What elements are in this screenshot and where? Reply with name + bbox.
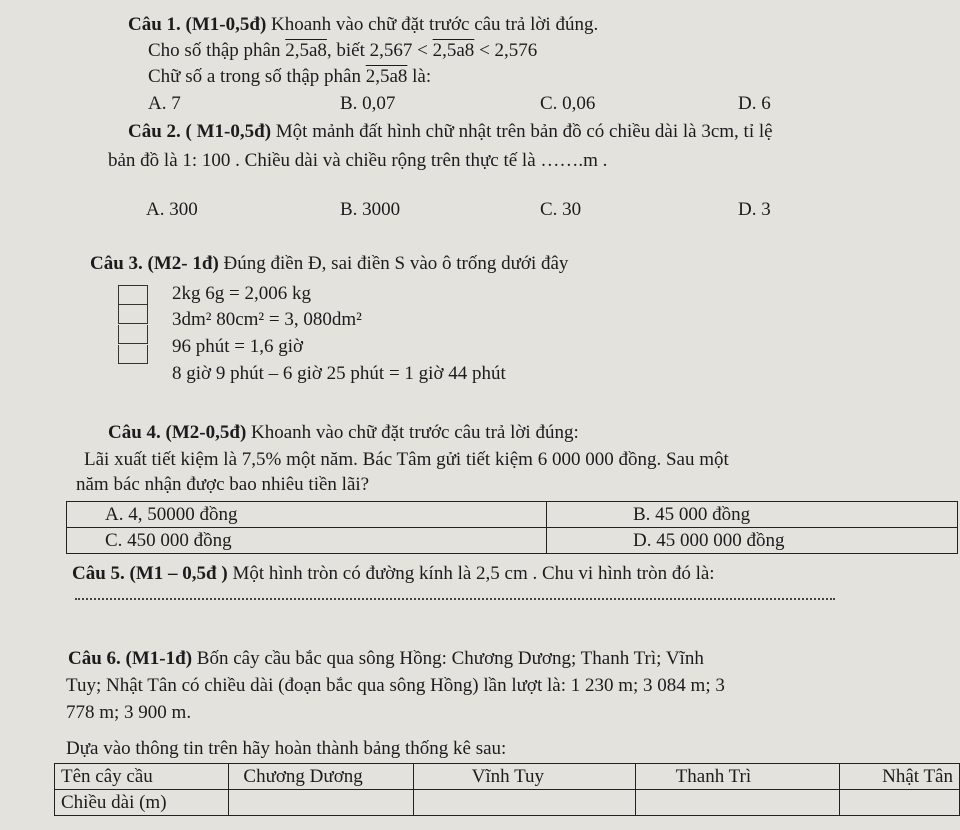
q6-line3: 778 m; 3 900 m. (66, 702, 192, 723)
q3-instruction: Đúng điền Đ, sai điền S vào ô trống dưới đây (218, 253, 569, 274)
q3-answer-box-3[interactable] (118, 325, 148, 344)
q6-instruction: Bốn cây cầu bắc qua sông Hồng: Chương Dương; Thanh Trì; Vĩnh (192, 648, 704, 669)
q6-cell-chuong-duong[interactable] (229, 790, 413, 816)
q1-line2-e: < 2,576 (474, 40, 538, 61)
q3-heading (90, 253, 568, 275)
q3-answer-box-4[interactable] (118, 345, 148, 364)
q1-title: Câu 1. (M1-0,5đ) (128, 14, 267, 35)
q3-answer-box-2[interactable] (118, 305, 148, 324)
q6-line4: Dựa vào thông tin trên hãy hoàn thành bảng thống kê sau: (66, 738, 507, 759)
q4-option-a[interactable]: A. 4, 50000 đồng (67, 502, 547, 528)
q1-instruction: Khoanh vào chữ đặt trước câu trả lời đúng. (266, 14, 599, 35)
q1-heading (128, 14, 598, 36)
q2-option-c[interactable]: C. 30 (540, 199, 582, 220)
q2-line2: bản đồ là 1: 100 . Chiều dài và chiều rộng trên thực tế là …….m . (108, 150, 608, 171)
q1-line3-a: Chữ số a trong số thập phân (148, 66, 366, 87)
q2-heading (128, 121, 773, 143)
q4-line3: năm bác nhận được bao nhiêu tiền lãi? (76, 474, 370, 495)
q6-header-nhat-tan: Nhật Tân (840, 764, 960, 790)
q4-options-row-1 (67, 502, 958, 528)
q4-options-row-2 (67, 528, 958, 554)
q4-option-c[interactable]: C. 450 000 đồng (67, 528, 547, 554)
q4-heading (108, 422, 579, 444)
q1-decimal-1: 2,5a8 (285, 40, 327, 61)
q1-line3-c: là: (407, 66, 432, 87)
q1-option-c[interactable]: C. 0,06 (540, 93, 596, 114)
q4-options-table (66, 501, 958, 554)
q2-option-b[interactable]: B. 3000 (340, 199, 401, 220)
q6-cell-nhat-tan[interactable] (840, 790, 960, 816)
q4-title: Câu 4. (M2-0,5đ) (108, 422, 247, 443)
q3-title: Câu 3. (M2- 1đ) (90, 253, 219, 274)
q3-item-3: 96 phút = 1,6 giờ (172, 336, 304, 357)
q6-bridge-table (54, 763, 960, 816)
q6-table-length-row (55, 790, 960, 816)
q6-title: Câu 6. (M1-1đ) (68, 648, 193, 669)
q4-option-b[interactable]: B. 45 000 đồng (547, 502, 958, 528)
q4-option-d[interactable]: D. 45 000 000 đồng (547, 528, 958, 554)
q1-line2-c: , biết 2,567 < (326, 40, 433, 61)
q5-question: Một hình tròn có đường kính là 2,5 cm . Chu vi hình tròn đó là: (227, 563, 715, 584)
q2-instruction: Một mảnh đất hình chữ nhật trên bản đồ có chiều dài là 3cm, tỉ lệ (271, 121, 773, 142)
q2-option-a[interactable]: A. 300 (146, 199, 198, 220)
q6-row-label-length: Chiều dài (m) (55, 790, 229, 816)
q1-option-a[interactable]: A. 7 (148, 93, 181, 114)
q5-heading (72, 563, 715, 585)
q6-table-header-row (55, 764, 960, 790)
q1-option-d[interactable]: D. 6 (738, 93, 771, 114)
q2-option-d[interactable]: D. 3 (738, 199, 771, 220)
q3-item-1: 2kg 6g = 2,006 kg (172, 283, 311, 304)
q5-answer-line[interactable] (75, 590, 835, 600)
q5-title: Câu 5. (M1 – 0,5đ ) (72, 563, 228, 584)
q4-line2: Lãi xuất tiết kiệm là 7,5% một năm. Bác Tâm gửi tiết kiệm 6 000 000 đồng. Sau một (84, 449, 729, 470)
q3-item-4: 8 giờ 9 phút – 6 giờ 25 phút = 1 giờ 44 phút (172, 363, 506, 384)
q2-title: Câu 2. ( M1-0,5đ) (128, 121, 272, 142)
q6-cell-vinh-tuy[interactable] (413, 790, 635, 816)
q6-header-bridge-name: Tên cây cầu (55, 764, 229, 790)
q1-line3 (148, 66, 431, 88)
q3-item-2: 3dm² 80cm² = 3, 080dm² (172, 309, 362, 330)
q3-answer-box-1[interactable] (118, 285, 148, 305)
q1-line2 (148, 40, 537, 62)
q6-header-chuong-duong: Chương Dương (229, 764, 413, 790)
q6-header-thanh-tri: Thanh Trì (635, 764, 839, 790)
q1-decimal-3: 2,5a8 (365, 66, 408, 87)
q1-option-b[interactable]: B. 0,07 (340, 93, 396, 114)
q1-line2-a: Cho số thập phân (148, 40, 286, 61)
q6-heading (68, 648, 704, 670)
q4-instruction: Khoanh vào chữ đặt trước câu trả lời đúng: (246, 422, 579, 443)
q6-header-vinh-tuy: Vĩnh Tuy (413, 764, 635, 790)
q1-decimal-2: 2,5a8 (432, 40, 475, 61)
q6-line2: Tuy; Nhật Tân có chiều dài (đoạn bắc qua sông Hồng) lần lượt là: 1 230 m; 3 084 m; 3 (66, 675, 725, 696)
q6-cell-thanh-tri[interactable] (635, 790, 839, 816)
